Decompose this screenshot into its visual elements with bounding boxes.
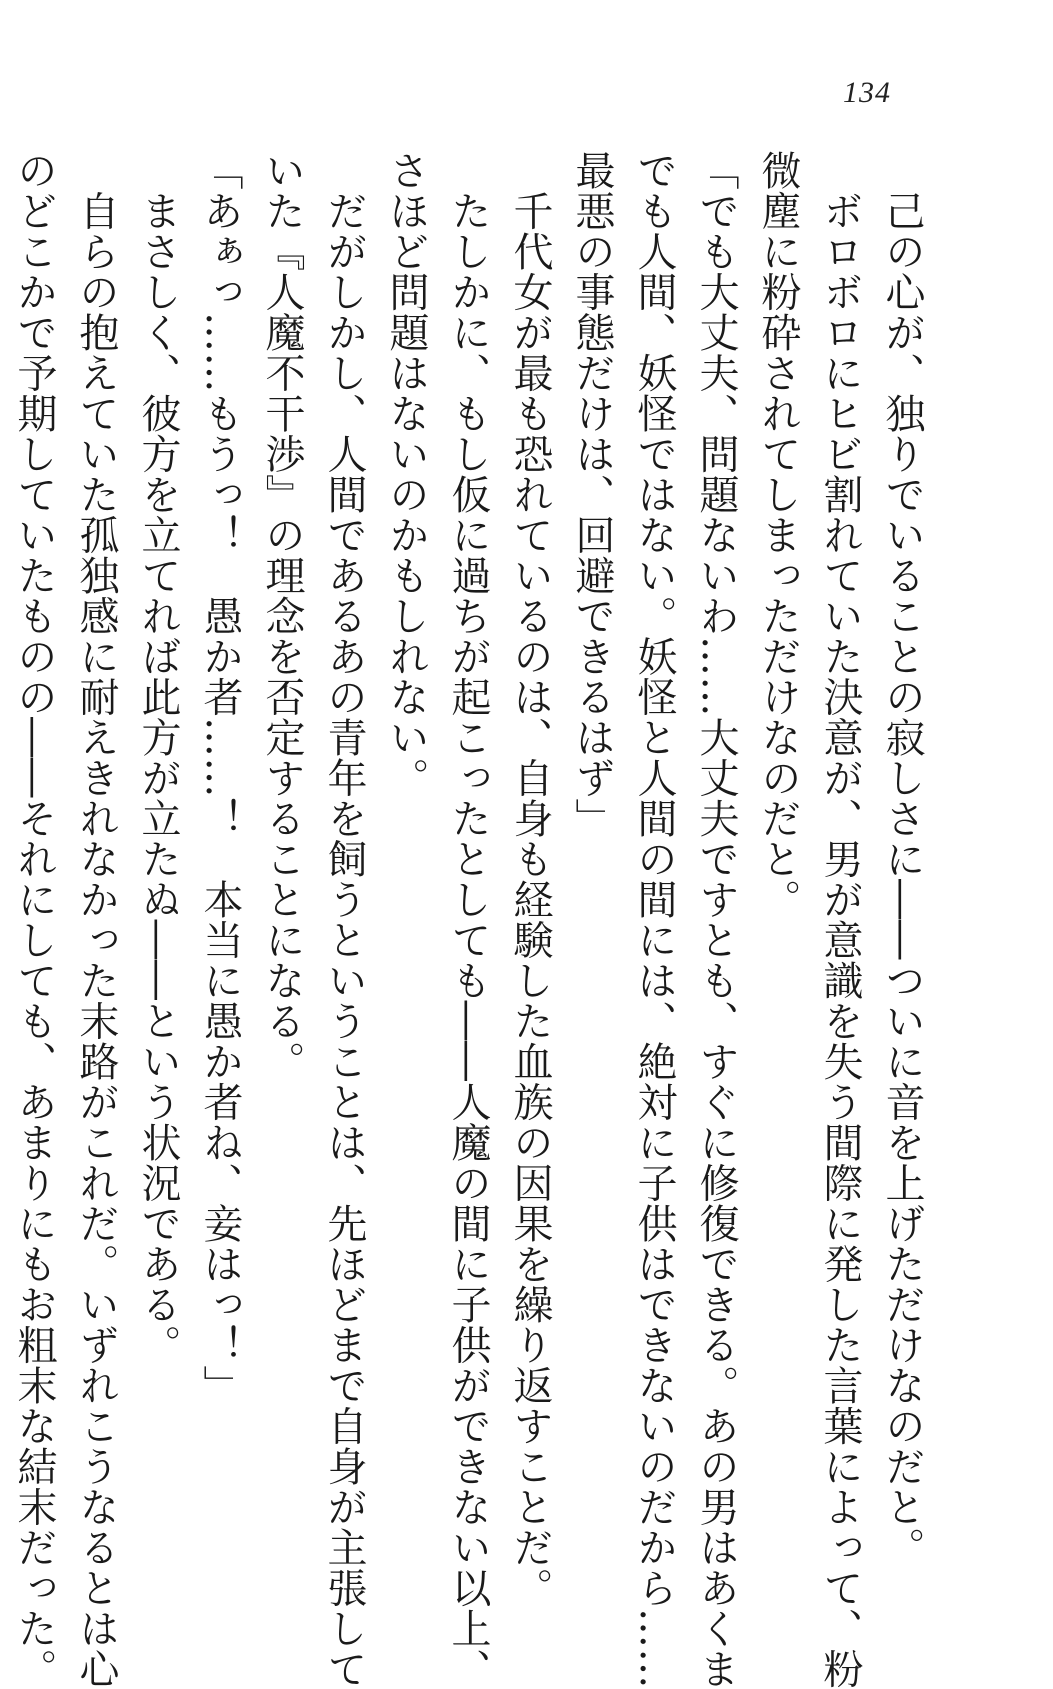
dialogue-line	[0, 150, 3, 1380]
page-number: 134	[843, 76, 891, 109]
dialogue-line: 「でも大丈夫、問題ないわ……大丈夫ですとも、すぐに修復できる。あの男はあくま	[693, 150, 739, 1689]
body-text	[0, 150, 933, 1689]
text-line: たしかに、もし仮に過ちが起こったとしても――人魔の間に子供ができない以上、	[445, 150, 491, 1689]
text-line: ボロボロにヒビ割れていた決意が、男が意識を失う間際に発した言葉によって、粉	[817, 150, 863, 1689]
dialogue-line: 最悪の事態だけは、回避できるはず」	[569, 150, 615, 839]
text-line: まさしく、彼方を立てれば此方が立たぬ――という状況である。	[135, 150, 181, 1365]
dialogue-line: 「あぁっ……もうっ！ 愚か者……！ 本当に愚か者ね、妾はっ！」	[197, 150, 243, 1406]
dialogue-line: でも人間、妖怪ではない。妖怪と人間の間には、絶対に子供はできないのだから……	[631, 150, 677, 1689]
text-line: いた『人魔不干渉』の理念を否定することになる。	[259, 150, 305, 1082]
text-line: だがしかし、人間であるあの青年を飼うということは、先ほどまで自身が主張して	[321, 150, 367, 1689]
text-line: さほど問題はないのかもしれない。	[383, 150, 429, 798]
text-line: 己の心が、独りでいることの寂しさに――ついに音を上げただけなのだと。	[879, 150, 925, 1568]
text-line: 微塵に粉砕されてしまっただけなのだと。	[755, 150, 801, 920]
text-line: 自らの抱えていた孤独感に耐えきれなかった末路がこれだ。いずれこうなるとは心	[73, 150, 119, 1689]
text-line: のどこかで予期していたものの――それにしても、あまりにもお粗末な結末だった。	[11, 150, 57, 1689]
text-line: 千代女が最も恐れているのは、自身も経験した血族の因果を繰り返すことだ。	[507, 150, 553, 1608]
